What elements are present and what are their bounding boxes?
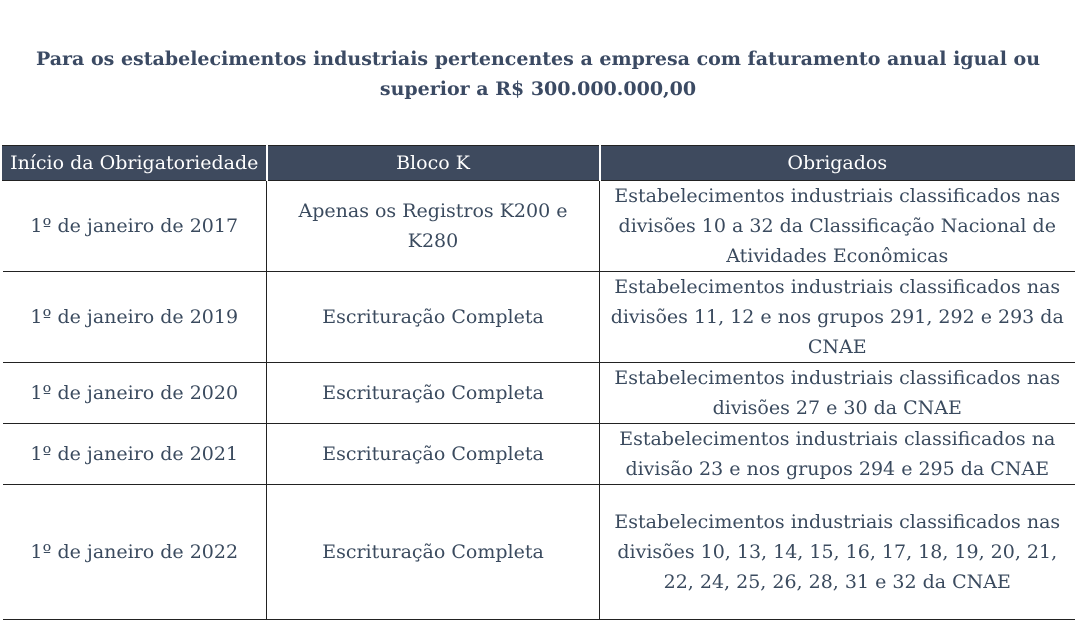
cell-bloco: Escrituração Completa xyxy=(267,485,600,620)
cell-inicio: 1º de janeiro de 2022 xyxy=(3,485,267,620)
cell-obrigados: Estabelecimentos industriais classificados nas divisões 27 e 30 da CNAE xyxy=(600,363,1075,424)
title-line-1: Para os estabelecimentos industriais pertencentes a empresa com faturamento anual igual ou xyxy=(35,48,1041,70)
cell-inicio: 1º de janeiro de 2019 xyxy=(3,272,267,363)
obligation-table xyxy=(2,145,1075,620)
page-title xyxy=(0,44,1076,104)
header-inicio: Início da Obrigatoriedade xyxy=(3,146,267,181)
header-obrigados: Obrigados xyxy=(600,146,1075,181)
table-row xyxy=(3,181,1075,272)
table-header-row xyxy=(3,146,1075,181)
cell-bloco: Escrituração Completa xyxy=(267,424,600,485)
table-row xyxy=(3,272,1075,363)
table-row xyxy=(3,424,1075,485)
cell-obrigados: Estabelecimentos industriais classificados nas divisões 10 a 32 da Classificação Nacional de Atividades Econômicas xyxy=(600,181,1075,272)
cell-bloco: Escrituração Completa xyxy=(267,272,600,363)
cell-inicio: 1º de janeiro de 2021 xyxy=(3,424,267,485)
cell-bloco: Escrituração Completa xyxy=(267,363,600,424)
cell-obrigados: Estabelecimentos industriais classificados na divisão 23 e nos grupos 294 e 295 da CNAE xyxy=(600,424,1075,485)
cell-obrigados: Estabelecimentos industriais classificados nas divisões 11, 12 e nos grupos 291, 292 e 293 da CNAE xyxy=(600,272,1075,363)
cell-bloco: Apenas os Registros K200 e K280 xyxy=(267,181,600,272)
cell-inicio: 1º de janeiro de 2020 xyxy=(3,363,267,424)
cell-obrigados: Estabelecimentos industriais classificados nas divisões 10, 13, 14, 15, 16, 17, 18, 19, 20, 21, 22, 24, 25, 26, 28, 31 e 32 da CNAE xyxy=(600,485,1075,620)
table-row xyxy=(3,485,1075,620)
cell-inicio: 1º de janeiro de 2017 xyxy=(3,181,267,272)
table-row xyxy=(3,363,1075,424)
title-line-2: superior a R$ 300.000.000,00 xyxy=(379,78,697,100)
header-bloco-k: Bloco K xyxy=(267,146,600,181)
